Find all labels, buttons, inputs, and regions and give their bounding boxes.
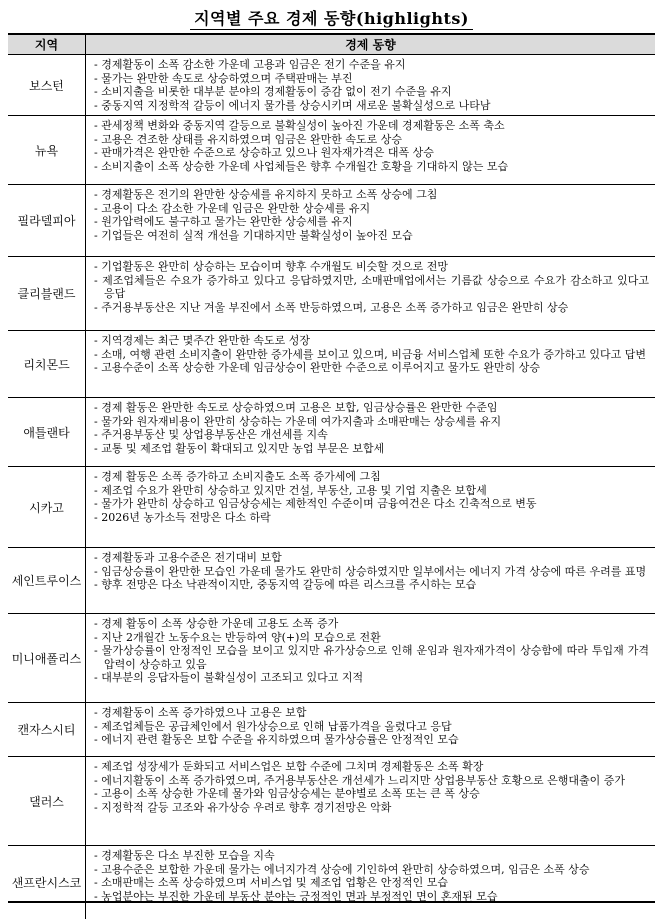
trend-item: - 원가압력에도 불구하고 물가는 완만한 상승세를 유지 (94, 215, 649, 229)
trend-item: - 지난 2개월간 노동수요는 반등하여 양(+)의 모습으로 전환 (94, 631, 649, 645)
trend-cell (86, 55, 655, 116)
trend-item: - 고용이 소폭 상승한 가운데 물가와 임금상승세는 분야별로 소폭 또는 큰 폭 상승 (94, 787, 649, 801)
region-name: 세인트루이스 (8, 548, 86, 614)
region-name: 필라델피아 (8, 185, 86, 257)
trend-item: - 소비지출이 소폭 상승한 가운데 사업체들은 향후 수개월간 호황을 기대하지 않는 모습 (94, 160, 649, 174)
trend-item: - 소비지출을 비롯한 대부분 분야의 경제활동이 증감 없이 전기 수준을 유지 (94, 85, 649, 99)
trend-item: - 주거용부동산은 지난 겨울 부진에서 소폭 반등하였으며, 고용은 소폭 증가하고 임금은 완만히 상승 (94, 301, 649, 315)
region-name: 시카고 (8, 467, 86, 548)
trend-list (94, 58, 649, 112)
trend-item: - 경제 활동이 소폭 상승한 가운데 고용도 소폭 증가 (94, 617, 649, 631)
trend-cell (86, 703, 655, 757)
region-name: 댈러스 (8, 757, 86, 846)
trend-list (94, 849, 649, 903)
region-name: 미니애폴리스 (8, 614, 86, 703)
trend-list (94, 188, 649, 242)
trend-cell (86, 614, 655, 703)
trend-item: - 물가가 완만히 상승하고 임금상승세는 제한적인 수준이며 금융여건은 다소 긴축적으로 변동 (94, 497, 649, 511)
trend-item: - 물가상승률이 안정적인 모습을 보이고 있지만 유가상승으로 인해 운임과 원자재가격이 상승함에 따라 투입재 가격 압력이 상승하고 있음 (94, 644, 649, 671)
trend-cell (86, 398, 655, 467)
trend-item: - 경제활동과 고용수준은 전기대비 보합 (94, 551, 649, 565)
header-trend: 경제 동향 (86, 35, 655, 55)
trend-item: - 임금상승률이 완만한 모습인 가운데 물가도 완만히 상승하였지만 일부에서는 에너지 가격 상승에 따른 우려를 표명 (94, 565, 649, 579)
trend-list (94, 119, 649, 173)
trend-item: - 제조업 성장세가 둔화되고 서비스업은 보합 수준에 그치며 경제활동은 소폭 확장 (94, 760, 649, 774)
trend-item: - 주거용부동산 및 상업용부동산은 개선세를 지속 (94, 428, 649, 442)
trend-item: - 관세정책 변화와 중동지역 갈등으로 불확실성이 높아진 가운데 경제활동은 소폭 축소 (94, 119, 649, 133)
region-name: 샌프란시스코 (8, 846, 86, 919)
region-name: 캔자스시티 (8, 703, 86, 757)
region-name: 뉴욕 (8, 116, 86, 185)
trend-list (94, 260, 649, 314)
trend-item: - 기업들은 여전히 실적 개선을 기대하지만 불확실성이 높아진 모습 (94, 229, 649, 243)
region-name: 리치몬드 (8, 331, 86, 398)
trend-item: - 경제활동이 소폭 감소한 가운데 고용과 임금은 전기 수준을 유지 (94, 58, 649, 72)
trend-item: - 경제활동은 다소 부진한 모습을 지속 (94, 849, 649, 863)
trend-item: - 고용이 다소 감소한 가운데 임금은 완만한 상승세를 유지 (94, 202, 649, 216)
trend-list (94, 470, 649, 524)
trend-item: - 에너지활동이 소폭 증가하였으며, 주거용부동산은 개선세가 느리지만 상업용부동산 호황으로 은행대출이 증가 (94, 774, 649, 788)
trend-item: - 농업분야는 부진한 가운데 부동산 분야는 긍정적인 면과 부정적인 면이 혼재된 모습 (94, 890, 649, 904)
region-name: 클리블랜드 (8, 257, 86, 331)
trend-cell (86, 467, 655, 548)
trend-cell (86, 116, 655, 185)
trend-item: - 경제활동은 전기의 완만한 상승세를 유지하지 못하고 소폭 상승에 그침 (94, 188, 649, 202)
page-title: 지역별 주요 경제 동향(highlights) (0, 6, 663, 29)
trend-item: - 향후 전망은 다소 낙관적이지만, 중동지역 갈등에 따른 리스크를 주시하는 모습 (94, 578, 649, 592)
trend-item: - 기업활동은 완만히 상승하는 모습이며 향후 수개월도 비슷할 것으로 전망 (94, 260, 649, 274)
trend-item: - 경제 활동은 소폭 증가하고 소비지출도 소폭 증가세에 그침 (94, 470, 649, 484)
trend-cell (86, 185, 655, 257)
trend-cell (86, 757, 655, 846)
trend-item: - 판매가격은 완만한 수준으로 상승하고 있으나 원자재가격은 대폭 상승 (94, 146, 649, 160)
trend-item: - 물가는 완만한 속도로 상승하였으며 주택판매는 부진 (94, 72, 649, 86)
trend-item: - 물가와 원자재비용이 완만히 상승하는 가운데 여가지출과 소매판매는 상승세를 유지 (94, 415, 649, 429)
trend-item: - 고용수준은 보합한 가운데 물가는 에너지가격 상승에 기인하여 완만히 상승하였으며, 임금은 소폭 상승 (94, 863, 649, 877)
trend-item: - 교통 및 제조업 활동이 확대되고 있지만 농업 부문은 보합세 (94, 442, 649, 456)
trend-list (94, 334, 649, 375)
trend-item: - 경제활동이 소폭 증가하였으나 고용은 보합 (94, 706, 649, 720)
trend-item: - 경제 활동은 완만한 속도로 상승하였으며 고용은 보합, 임금상승률은 완만한 수준임 (94, 401, 649, 415)
trend-list (94, 551, 649, 592)
trend-item: - 제조업체들은 수요가 증가하고 있다고 응답하였지만, 소매판매업에서는 기름값 상승으로 수요가 감소하고 있다고 응답 (94, 274, 649, 301)
region-name: 애틀랜타 (8, 398, 86, 467)
trend-cell (86, 548, 655, 614)
trend-cell (86, 257, 655, 331)
trend-list (94, 401, 649, 455)
economic-trends-table (8, 33, 655, 903)
trend-item: - 소매판매는 소폭 상승하였으며 서비스업 및 제조업 업황은 안정적인 모습 (94, 876, 649, 890)
trend-item: - 제조업 수요가 완만히 상승하고 있지만 건설, 부동산, 고용 및 기업 지출은 보합세 (94, 484, 649, 498)
header-region: 지역 (8, 35, 86, 55)
trend-item: - 2026년 농가소득 전망은 다소 하락 (94, 511, 649, 525)
region-name: 보스턴 (8, 55, 86, 116)
trend-item: - 에너지 관련 활동은 보합 수준을 유지하였으며 물가상승률은 안정적인 모습 (94, 733, 649, 747)
trend-item: - 대부분의 응답자들이 불확실성이 고조되고 있다고 지적 (94, 671, 649, 685)
trend-item: - 고용수준이 소폭 상승한 가운데 임금상승이 완만한 수준으로 이루어지고 물가도 완만히 상승 (94, 361, 649, 375)
trend-item: - 소매, 여행 관련 소비지출이 완만한 증가세를 보이고 있으며, 비금융 서비스업체 또한 수요가 증가하고 있다고 답변 (94, 348, 649, 362)
trend-item: - 중동지역 지정학적 갈등이 에너지 물가를 상승시키며 새로운 불확실성으로 나타남 (94, 99, 649, 113)
trend-item: - 제조업체들은 공급체인에서 원가상승으로 인해 납품가격을 올렸다고 응답 (94, 720, 649, 734)
trend-list (94, 760, 649, 814)
trend-item: - 지정학적 갈등 고조와 유가상승 우려로 향후 경기전망은 악화 (94, 801, 649, 815)
trend-list (94, 706, 649, 747)
trend-cell (86, 331, 655, 398)
trend-item: - 고용은 견조한 상태를 유지하였으며 임금은 완만한 속도로 상승 (94, 133, 649, 147)
trend-item: - 지역경제는 최근 몇주간 완만한 속도로 성장 (94, 334, 649, 348)
trend-list (94, 617, 649, 685)
trend-cell (86, 846, 655, 919)
